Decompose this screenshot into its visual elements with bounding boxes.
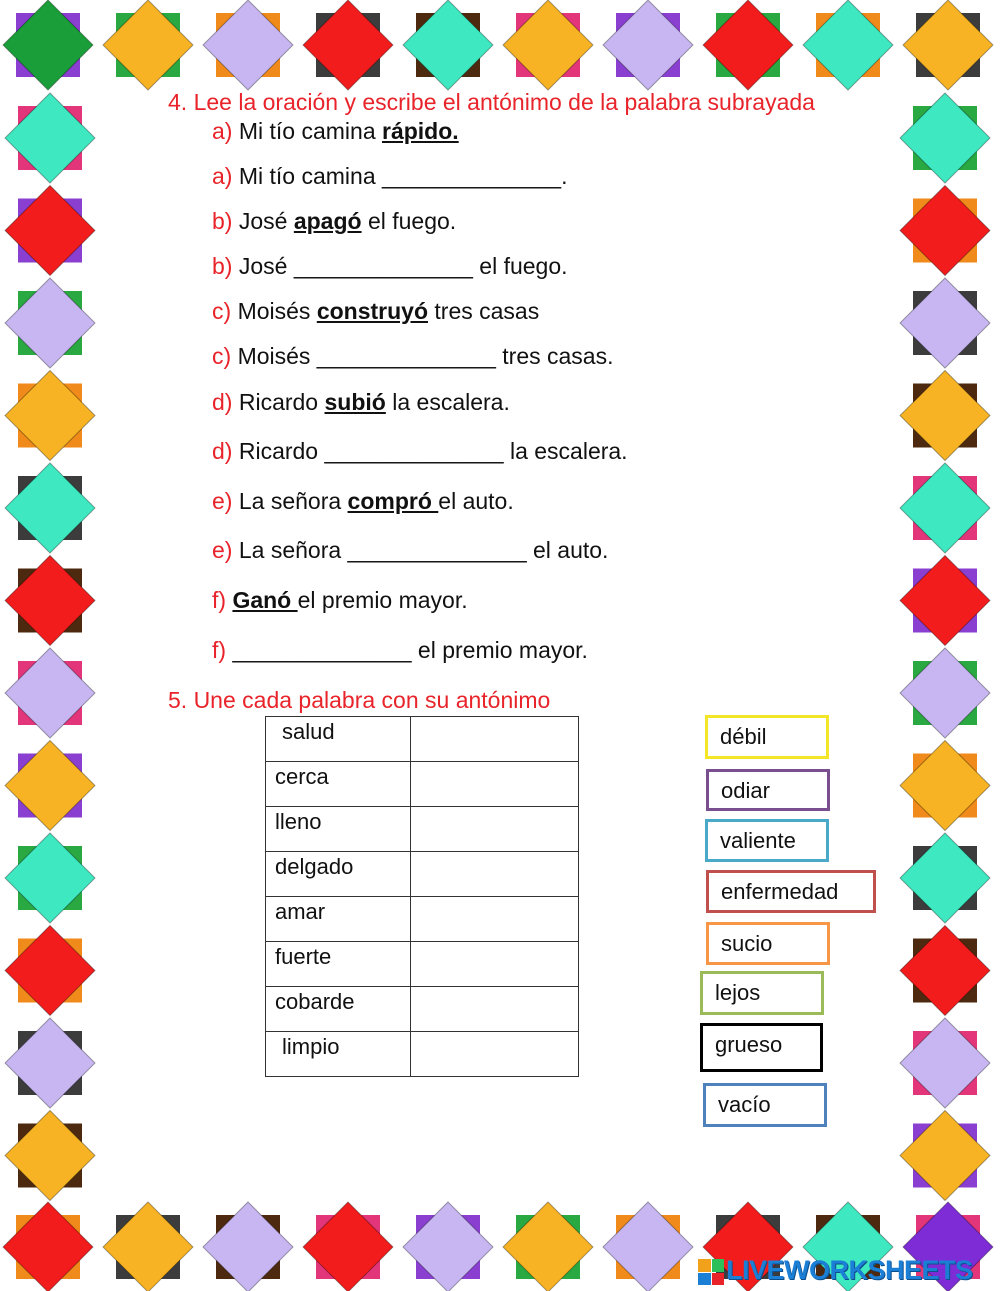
table-row [266, 717, 579, 762]
table-row [266, 987, 579, 1032]
sentence-line [212, 637, 588, 664]
border-tile [5, 926, 95, 1016]
antonym-option[interactable] [700, 1023, 823, 1072]
word-cell: fuerte [266, 942, 411, 987]
sentence-text-end: la escalera. [385, 389, 510, 415]
border-tile [5, 93, 95, 183]
item-letter: f) [212, 587, 227, 613]
antonym-option[interactable] [703, 1083, 827, 1127]
underlined-word: apagó [293, 208, 362, 234]
border-tile [903, 0, 993, 90]
border-tile [503, 0, 593, 90]
border-tile [303, 1202, 393, 1291]
border-tile [5, 556, 95, 646]
border-tile [5, 186, 95, 276]
word-cell: cerca [266, 762, 411, 807]
antonym-option[interactable] [705, 819, 829, 862]
sentence-text: José ______________ el fuego. [238, 253, 568, 279]
table-row [266, 942, 579, 987]
border-tile [803, 0, 893, 90]
border-tile [5, 833, 95, 923]
word-cell: salud [266, 717, 411, 762]
border-tile [900, 926, 990, 1016]
option-label: valiente [720, 828, 796, 853]
answer-cell[interactable] [411, 807, 579, 852]
underlined-word: construyó [316, 298, 428, 324]
option-label: enfermedad [721, 879, 839, 904]
antonym-option[interactable] [700, 971, 824, 1015]
answer-cell[interactable] [411, 852, 579, 897]
underlined-word: rápido. [382, 118, 459, 144]
antonym-option[interactable] [705, 715, 829, 759]
answer-cell[interactable] [411, 717, 579, 762]
sentence-line [212, 488, 514, 515]
border-tile [5, 463, 95, 553]
item-letter: e) [212, 488, 233, 514]
sentence-line [212, 118, 459, 145]
sentence-line [212, 343, 613, 370]
table-row [266, 762, 579, 807]
border-tile [900, 1111, 990, 1201]
border-tile [503, 1202, 593, 1291]
sentence-text: José [238, 208, 294, 234]
sentence-text-end: el auto. [438, 488, 514, 514]
sentence-line [212, 253, 568, 280]
border-tile [900, 833, 990, 923]
item-letter: d) [212, 389, 233, 415]
sentence-text: La señora ______________ el auto. [238, 537, 609, 563]
border-tile [203, 1202, 293, 1291]
item-letter: c) [212, 298, 232, 324]
sentence-line [212, 587, 468, 614]
border-tile [900, 186, 990, 276]
border-tile [403, 0, 493, 90]
sentence-text: ______________ el premio mayor. [232, 637, 588, 663]
underlined-word: compró [347, 488, 439, 514]
border-tile [900, 1018, 990, 1108]
border-tile [900, 556, 990, 646]
option-label: lejos [715, 980, 761, 1005]
word-cell: amar [266, 897, 411, 942]
liveworksheets-logo: LIVEWORKSHEETS [726, 1255, 973, 1285]
underlined-word: subió [324, 389, 386, 415]
sentence-text: Mi tío camina ______________. [238, 163, 568, 189]
sentence-line [212, 389, 510, 416]
underlined-word: Ganó [232, 587, 298, 613]
question-4-title: 4. Lee la oración y escribe el antónimo de la palabra subrayada [168, 89, 815, 115]
sentence-text-end: tres casas [428, 298, 540, 324]
border-tile [900, 463, 990, 553]
word-cell: cobarde [266, 987, 411, 1032]
sentence-line [212, 298, 539, 325]
matching-table [265, 716, 579, 1077]
answer-cell[interactable] [411, 897, 579, 942]
border-tile [900, 741, 990, 831]
border-tile [103, 0, 193, 90]
table-row [266, 852, 579, 897]
item-letter: a) [212, 118, 233, 144]
answer-cell[interactable] [411, 1032, 579, 1077]
liveworksheets-logo-mark [698, 1259, 724, 1285]
item-letter: b) [212, 208, 233, 234]
antonym-option[interactable] [706, 922, 830, 965]
option-label: vacío [718, 1092, 771, 1117]
answer-cell[interactable] [411, 987, 579, 1032]
sentence-line [212, 208, 456, 235]
word-cell: lleno [266, 807, 411, 852]
sentence-text: Ricardo [238, 389, 325, 415]
word-cell: limpio [266, 1032, 411, 1077]
border-tile [900, 371, 990, 461]
border-tile [5, 741, 95, 831]
item-letter: b) [212, 253, 233, 279]
border-tile [703, 0, 793, 90]
border-tile [3, 1202, 93, 1291]
item-letter: e) [212, 537, 233, 563]
border-tile [5, 648, 95, 738]
option-label: odiar [721, 778, 770, 803]
word-cell: delgado [266, 852, 411, 897]
sentence-line [212, 537, 608, 564]
antonym-option[interactable] [706, 769, 830, 811]
sentence-text-end: el fuego. [361, 208, 457, 234]
item-letter: f) [212, 637, 227, 663]
item-letter: a) [212, 163, 233, 189]
sentence-text-end: el premio mayor. [297, 587, 468, 613]
border-tile [5, 1018, 95, 1108]
sentence-text: Moisés ______________ tres casas. [237, 343, 614, 369]
sentence-text: La señora [238, 488, 348, 514]
table-row [266, 1032, 579, 1077]
border-tile [103, 1202, 193, 1291]
border-tile [603, 1202, 693, 1291]
sentence-text: Ricardo ______________ la escalera. [238, 438, 628, 464]
item-letter: c) [212, 343, 232, 369]
table-row [266, 807, 579, 852]
border-tile [5, 278, 95, 368]
border-tile [900, 93, 990, 183]
border-tile [900, 648, 990, 738]
border-tile [5, 371, 95, 461]
question-5-title: 5. Une cada palabra con su antónimo [168, 687, 551, 713]
item-letter: d) [212, 438, 233, 464]
border-tile [3, 0, 93, 90]
border-tile [900, 278, 990, 368]
option-label: grueso [715, 1032, 783, 1057]
border-tile [403, 1202, 493, 1291]
sentence-line [212, 438, 628, 465]
table-row [266, 897, 579, 942]
answer-cell[interactable] [411, 762, 579, 807]
option-label: débil [720, 724, 767, 749]
border-tile [5, 1111, 95, 1201]
option-label: sucio [721, 931, 773, 956]
border-tile [303, 0, 393, 90]
sentence-text: Moisés [237, 298, 317, 324]
answer-cell[interactable] [411, 942, 579, 987]
antonym-option[interactable] [706, 870, 876, 913]
border-tile [203, 0, 293, 90]
border-tile [603, 0, 693, 90]
sentence-text: Mi tío camina [238, 118, 382, 144]
sentence-line [212, 163, 567, 190]
